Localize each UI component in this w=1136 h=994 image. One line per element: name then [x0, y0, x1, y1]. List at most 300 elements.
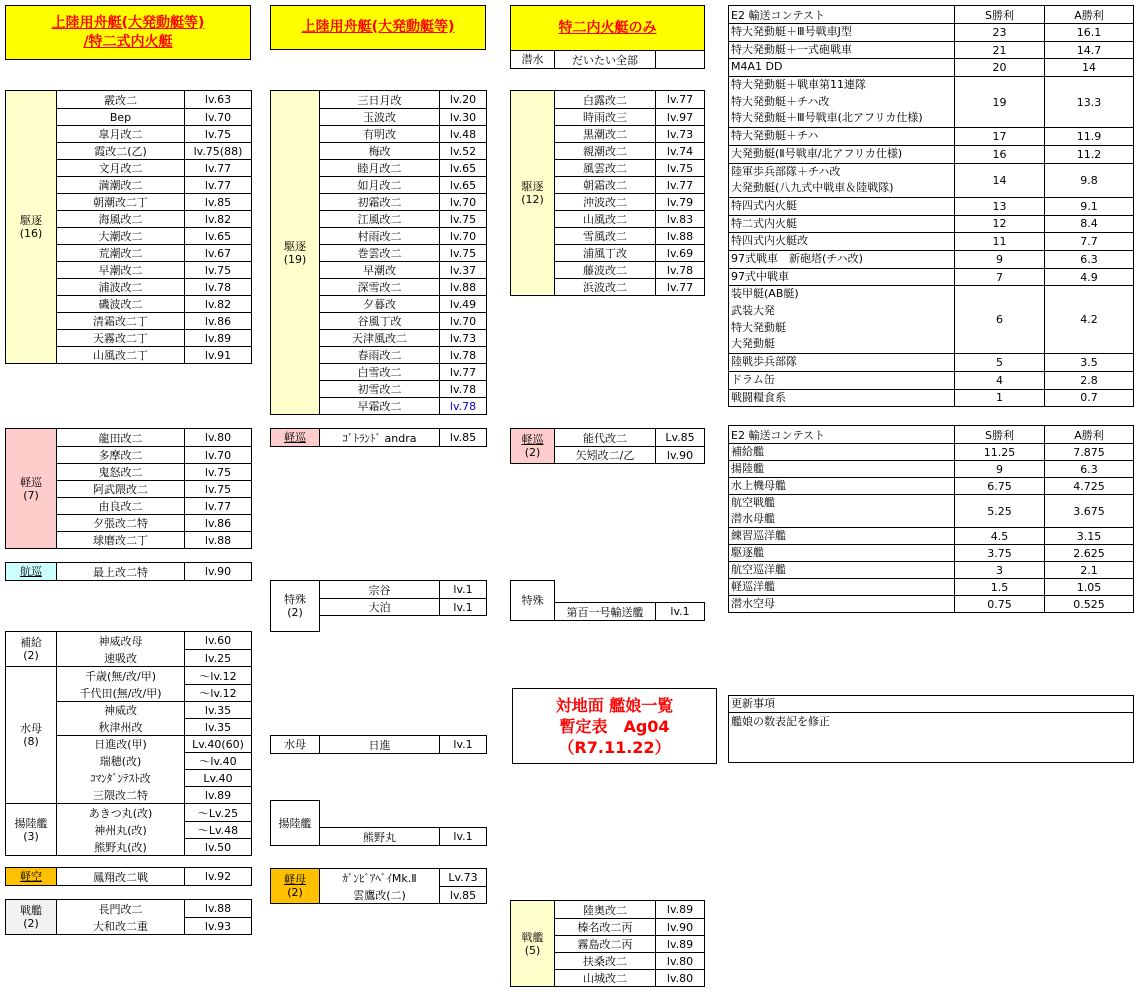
score-label-cell — [729, 164, 955, 197]
column-2-header — [270, 5, 486, 50]
score-label-cell — [729, 198, 955, 215]
ship-row — [57, 632, 251, 649]
ship-row — [57, 667, 251, 684]
a-victory-cell: 2.1 — [1080, 563, 1098, 577]
ship-name-cell: 扶桑改二 — [555, 952, 656, 969]
s-victory-cell: 5.25 — [955, 495, 1045, 527]
ship-name-cell: 能代改二 — [555, 429, 656, 446]
ship-level-cell: lv.35 — [185, 718, 251, 735]
score-row — [729, 353, 1133, 371]
ship-group-戦艦 — [5, 899, 252, 935]
ship-name-cell: 神威改母 — [57, 632, 185, 649]
ship-group-駆逐 — [270, 90, 487, 415]
ship-row — [57, 701, 251, 718]
s-victory-cell: 14 — [955, 164, 1045, 197]
score-header-label-text: E2 輸送コンテスト — [731, 428, 826, 442]
a-victory-cell: 3.675 — [1073, 504, 1105, 518]
ship-level-cell: ～lv.12 — [199, 669, 237, 683]
ship-name-cell: 熊野丸 — [320, 828, 440, 845]
score-label-cell — [729, 444, 955, 460]
ship-row — [555, 952, 704, 969]
ship-level-cell: lv.88 — [656, 227, 704, 244]
score-row — [729, 595, 1133, 612]
category-count: (2) — [287, 886, 303, 899]
ship-level-cell: lv.85 — [449, 431, 477, 444]
category-count: (19) — [283, 252, 307, 266]
ship-row — [555, 159, 704, 176]
ship-name-cell: 如月改二 — [320, 176, 440, 193]
a-victory-cell: 8.4 — [1080, 217, 1098, 231]
ship-name-cell: 由良改二 — [57, 497, 185, 514]
category-cell — [5, 562, 57, 581]
ship-rows — [555, 602, 705, 621]
ship-level-cell: lv.75(88) — [185, 142, 251, 159]
ship-level-cell: lv.52 — [440, 142, 486, 159]
ship-row — [57, 531, 251, 548]
s-victory-cell: 6 — [955, 286, 1045, 353]
ship-level-cell: lv.88 — [440, 278, 486, 295]
title-line: 対地面 艦娘一覧 — [555, 695, 674, 715]
ship-row — [57, 210, 251, 227]
ship-name-cell: 長門改二 — [57, 900, 185, 917]
a-victory-cell: 6.3 — [1080, 462, 1098, 476]
ship-level-cell: lv.1 — [453, 830, 473, 843]
ship-name-cell: 朝霜改二 — [555, 176, 656, 193]
a-victory-header: A勝利 — [1074, 428, 1104, 442]
ship-row — [555, 108, 704, 125]
a-victory-cell: 4.9 — [1080, 270, 1098, 284]
ship-name-cell: 神州丸(改) — [57, 821, 185, 838]
ship-name-cell: 阿武隈改二 — [57, 480, 185, 497]
score-label-line: 陸軍歩兵部隊＋チハ改 — [731, 164, 841, 178]
ship-name-cell: 大潮改二 — [57, 227, 185, 244]
ship-row — [320, 159, 486, 176]
s-victory-cell: 23 — [955, 24, 1045, 41]
ship-name-cell: あきつ丸(改) — [57, 804, 185, 821]
ship-name-cell: 親潮改二 — [555, 142, 656, 159]
ship-row — [57, 142, 251, 159]
score-label-line: 装甲艇(AB艇) — [731, 287, 799, 301]
ship-row — [555, 901, 704, 918]
ship-rows — [320, 90, 487, 415]
a-victory-cell: 3.15 — [1076, 529, 1102, 543]
ship-row — [57, 868, 251, 885]
ship-row — [320, 244, 486, 261]
ship-group-水母 — [270, 735, 487, 754]
category-cell — [510, 900, 555, 987]
s-victory-cell: 7 — [955, 269, 1045, 286]
score-label-line: 97式中戦車 — [731, 269, 789, 283]
ship-level-cell: Lv.73 — [448, 871, 478, 884]
score-label-line: M4A1 DD — [731, 60, 783, 74]
ship-level-cell: lv.89 — [656, 935, 704, 952]
ship-row — [320, 295, 486, 312]
category-count: (2) — [23, 649, 39, 662]
ship-row — [320, 429, 486, 446]
ship-row — [57, 244, 251, 261]
score-label-cell — [729, 495, 955, 527]
score-label-cell — [729, 390, 955, 407]
ship-row — [57, 463, 251, 480]
ship-name-cell: ｺﾞﾄﾗﾝﾄﾞ andra — [320, 429, 440, 446]
ship-group-駆逐 — [5, 90, 252, 364]
a-victory-cell: 4.2 — [1080, 313, 1098, 327]
ship-row — [320, 397, 486, 414]
ship-level-cell: lv.77 — [666, 93, 694, 106]
ship-level-cell: ～lv.40 — [185, 752, 251, 769]
category-label: 軽空 — [20, 870, 42, 883]
ship-name-cell: 時雨改三 — [555, 108, 656, 125]
ship-group-特殊 — [510, 580, 705, 621]
ship-level-cell: ～lv.12 — [185, 684, 251, 701]
ship-level-cell: lv.90 — [204, 565, 232, 578]
ship-level-cell: lv.77 — [656, 176, 704, 193]
ship-level-cell: lv.20 — [449, 93, 477, 106]
a-victory-cell: 1.05 — [1076, 580, 1102, 594]
category-cell — [5, 631, 57, 667]
score-label-line: 特大発動艇＋Ⅲ号戦車(北アフリカ仕様) — [731, 111, 923, 125]
score-row — [729, 268, 1133, 286]
ship-rows — [555, 900, 705, 987]
ship-row — [57, 346, 251, 363]
ship-level-cell: lv.1 — [440, 598, 486, 615]
ship-row — [57, 125, 251, 142]
ship-level-cell: lv.80 — [656, 969, 704, 986]
update-notes-line: 艦娘の数表記を修正 — [731, 715, 830, 728]
category-label: 特殊 — [284, 593, 306, 606]
category-count: (7) — [23, 488, 39, 502]
ship-level-cell: lv.70 — [440, 227, 486, 244]
ship-row — [320, 278, 486, 295]
ship-name-cell: 村雨改二 — [320, 227, 440, 244]
score-row — [729, 250, 1133, 268]
ship-row — [320, 380, 486, 397]
score-label-cell — [729, 251, 955, 268]
score-label-cell — [729, 59, 955, 76]
ship-name-cell: 文月改二 — [57, 159, 185, 176]
ship-level-cell: lv.69 — [656, 244, 704, 261]
ship-level-cell: lv.70 — [440, 193, 486, 210]
score-row — [729, 145, 1133, 163]
score-label-line: 補給艦 — [731, 445, 764, 458]
ship-group-軽巡 — [5, 428, 252, 549]
ship-level-cell: lv.75 — [440, 244, 486, 261]
s-victory-cell: 3 — [955, 562, 1045, 578]
score-row — [729, 232, 1133, 250]
ship-row — [57, 563, 251, 580]
category-label: 揚陸艦 — [278, 816, 312, 830]
ship-name-cell: ｺﾏﾝﾀﾞﾝﾃｽﾄ改 — [57, 769, 185, 786]
ship-level-cell: Lv.85 — [665, 431, 695, 444]
a-victory-cell: 9.1 — [1080, 199, 1098, 213]
ship-level-cell: lv.78 — [440, 380, 486, 397]
ship-name-cell: 睦月改二 — [320, 159, 440, 176]
s-victory-cell: 3.75 — [955, 545, 1045, 561]
ship-name-cell: 荒潮改二 — [57, 244, 185, 261]
column-header-line: 上陸用舟艇(大発動艇等) — [301, 19, 455, 35]
ship-name-cell: 沖波改二 — [555, 193, 656, 210]
ship-name-cell: 矢矧改二/乙 — [555, 446, 656, 463]
s-victory-cell: 6.75 — [955, 478, 1045, 494]
score-row — [729, 578, 1133, 595]
score-row — [729, 127, 1133, 145]
column-3-header — [510, 5, 705, 51]
ship-level-cell: lv.80 — [656, 952, 704, 969]
ship-level-cell: lv.88 — [204, 902, 232, 915]
s-victory-cell: 16 — [955, 146, 1045, 163]
ship-level-cell: lv.65 — [440, 159, 486, 176]
score-row — [729, 41, 1133, 59]
a-victory-cell: 14.7 — [1076, 43, 1102, 57]
ship-row — [320, 346, 486, 363]
ship-row — [57, 91, 251, 108]
category-label: 戦艦 — [20, 904, 42, 917]
score-label-line: 特大発動艇 — [731, 320, 786, 334]
category-count: (2) — [23, 917, 39, 930]
category-cell — [5, 90, 57, 364]
ship-name-cell: 磯波改二 — [57, 295, 185, 312]
score-row — [729, 494, 1133, 527]
score-row — [729, 477, 1133, 494]
category-label: 水母 — [20, 722, 42, 735]
ship-level-cell: lv.79 — [656, 193, 704, 210]
ship-name-cell: 日進改(甲) — [57, 735, 185, 752]
a-victory-cell: 13.3 — [1076, 95, 1102, 109]
s-victory-cell: 9 — [955, 251, 1045, 268]
category-label: 駆逐 — [20, 214, 42, 227]
column-1-header — [5, 5, 251, 60]
score-label-line: 戦闘糧食系 — [731, 390, 786, 404]
ship-group-揚陸艦 — [5, 803, 252, 856]
ship-level-cell: lv.1 — [670, 605, 690, 618]
ship-name-cell: 千歳(無/改/甲) — [57, 667, 185, 684]
ship-level-cell: lv.78 — [440, 397, 486, 414]
ship-name-cell: 夕暮改 — [320, 295, 440, 312]
ship-level-cell: lv.49 — [440, 295, 486, 312]
score-row — [729, 561, 1133, 578]
ship-name-cell: 山城改二 — [555, 969, 656, 986]
ship-name-cell: 浦波改二 — [57, 278, 185, 295]
ship-level-cell: lv.93 — [185, 917, 251, 934]
score-label-cell — [729, 233, 955, 250]
ship-group-戦艦 — [510, 900, 705, 987]
title-line: 暫定表 Ag04 — [559, 716, 670, 736]
ship-level-cell: lv.85 — [440, 886, 486, 903]
score-label-cell — [729, 24, 955, 41]
category-label: 駆逐 — [521, 180, 544, 193]
s-victory-cell: 4.5 — [955, 528, 1045, 544]
score-row — [729, 163, 1133, 197]
ship-row — [57, 821, 251, 838]
ship-name-cell: 多摩改二 — [57, 446, 185, 463]
ship-row — [555, 193, 704, 210]
category-label: 戦艦 — [521, 930, 544, 944]
ship-level-cell: lv.77 — [185, 497, 251, 514]
score-row — [729, 443, 1133, 460]
ship-row — [320, 193, 486, 210]
ship-level-cell: lv.88 — [185, 531, 251, 548]
ship-level-cell: lv.77 — [440, 363, 486, 380]
title-line: （R7.11.22） — [558, 737, 671, 757]
ship-row — [57, 786, 251, 803]
category-count: (16) — [19, 227, 43, 240]
ship-name-cell: 鳳翔改二戦 — [57, 868, 185, 885]
ship-level-cell: lv.97 — [656, 108, 704, 125]
ship-name-cell: 浜波改二 — [555, 278, 656, 295]
ship-level-cell: lv.91 — [185, 346, 251, 363]
ship-level-cell: lv.78 — [185, 278, 251, 295]
a-victory-cell: 16.1 — [1076, 25, 1102, 39]
ship-level-cell: lv.63 — [204, 93, 232, 106]
score-label-line: 大発動艇(Ⅱ号戦車/北アフリカ仕様) — [731, 146, 903, 160]
ship-level-cell: lv.70 — [185, 446, 251, 463]
ship-level-cell: lv.75 — [656, 159, 704, 176]
ship-level-cell: lv.75 — [185, 480, 251, 497]
category-cell — [5, 899, 57, 935]
ship-row — [320, 869, 486, 886]
ship-row — [57, 108, 251, 125]
ship-row — [555, 244, 704, 261]
ship-name-cell: 春雨改二 — [320, 346, 440, 363]
ship-group-軽母 — [270, 868, 487, 904]
ship-level-cell: lv.37 — [440, 261, 486, 278]
ship-level-cell: lv.80 — [204, 431, 232, 444]
ship-row — [320, 581, 486, 598]
score-label-cell — [729, 528, 955, 544]
column-header-line: 特二内火艇のみ — [558, 19, 657, 36]
a-victory-cell: 6.3 — [1080, 252, 1098, 266]
score-label-cell — [729, 128, 955, 145]
ship-level-cell: lv.92 — [204, 870, 232, 883]
ship-row — [555, 125, 704, 142]
score-label-line: ドラム缶 — [731, 372, 775, 386]
ship-row — [555, 91, 704, 108]
score-label-line: 練習巡洋艦 — [731, 529, 786, 542]
ship-name-cell: 白露改二 — [555, 91, 656, 108]
ship-name-cell: 夕張改二特 — [57, 514, 185, 531]
ship-row — [320, 312, 486, 329]
ship-row — [57, 329, 251, 346]
ship-row — [555, 429, 704, 446]
ship-row — [57, 917, 251, 934]
ship-row — [57, 312, 251, 329]
score-row — [729, 23, 1133, 41]
ship-row — [555, 446, 704, 463]
category-cell — [5, 428, 57, 549]
ship-row — [555, 603, 704, 620]
a-victory-cell: 0.525 — [1073, 597, 1105, 611]
ship-row — [555, 278, 704, 295]
score-label-cell — [729, 545, 955, 561]
ship-name-cell: 藤波改二 — [555, 261, 656, 278]
ship-level-cell: lv.77 — [185, 176, 251, 193]
ship-rows — [555, 50, 705, 69]
category-cell — [270, 428, 320, 447]
ship-row — [57, 261, 251, 278]
ship-level-cell: lv.30 — [440, 108, 486, 125]
a-victory-cell: 4.725 — [1073, 479, 1105, 493]
ship-name-cell: 霞改二(乙) — [57, 142, 185, 159]
score-label-line: 特大発動艇＋戦車第11連隊 — [731, 78, 866, 92]
category-label: 特殊 — [521, 594, 544, 607]
ship-name-cell: 千代田(無/改/甲) — [57, 684, 185, 701]
ship-row — [57, 446, 251, 463]
ship-level-cell: lv.75 — [440, 210, 486, 227]
ship-level-cell: lv.1 — [453, 583, 473, 596]
ship-level-cell: lv.83 — [656, 210, 704, 227]
s-victory-cell: 17 — [955, 128, 1045, 145]
ship-name-cell: 皐月改二 — [57, 125, 185, 142]
category-label: 軽母 — [284, 873, 306, 886]
category-cell — [270, 800, 320, 846]
ship-rows — [320, 868, 487, 904]
ship-name-cell: 神威改 — [57, 701, 185, 718]
ship-row — [57, 718, 251, 735]
ship-row — [555, 142, 704, 159]
ship-level-cell: ～Lv.25 — [197, 806, 239, 820]
category-cell — [270, 735, 320, 754]
ship-name-cell: 玉波改 — [320, 108, 440, 125]
ship-group-駆逐 — [510, 90, 705, 296]
ship-name-cell: 第百一号輸送艦 — [555, 603, 656, 620]
a-victory-cell: 2.625 — [1073, 546, 1105, 560]
ship-level-cell: lv.60 — [204, 634, 232, 647]
ship-level-cell: lv.89 — [666, 903, 694, 916]
score-label-line: 特四式内火艇改 — [731, 234, 808, 248]
ship-name-cell: 風雲改二 — [555, 159, 656, 176]
score-label-cell — [729, 562, 955, 578]
ship-row — [57, 497, 251, 514]
category-cell — [270, 90, 320, 415]
ship-name-cell: 榛名改二丙 — [555, 918, 656, 935]
ship-level-cell: lv.90 — [656, 446, 704, 463]
score-label-line: 揚陸艦 — [731, 462, 764, 475]
score-label-line: 水上機母艦 — [731, 479, 786, 492]
score-row — [729, 76, 1133, 127]
ship-name-cell: 有明改 — [320, 125, 440, 142]
ship-name-cell: 深雪改二 — [320, 278, 440, 295]
ship-level-cell: lv.77 — [656, 278, 704, 295]
score-label-line: 大発動艇 — [731, 337, 775, 351]
a-victory-cell: 14 — [1082, 61, 1096, 75]
ship-name-cell: 霧島改二丙 — [555, 935, 656, 952]
s-victory-header: S勝利 — [955, 6, 1045, 23]
category-label: 揚陸艦 — [14, 816, 48, 830]
ship-rows — [57, 867, 252, 886]
ship-name-cell: 黒潮改二 — [555, 125, 656, 142]
category-label: 軽巡 — [521, 433, 544, 446]
ship-row — [57, 278, 251, 295]
category-cell — [5, 867, 57, 886]
ship-level-cell: lv.85 — [185, 193, 251, 210]
score-label-cell — [729, 461, 955, 477]
s-victory-cell: 11.25 — [955, 444, 1045, 460]
ship-rows — [320, 428, 487, 447]
category-cell — [270, 580, 320, 632]
ship-row — [57, 480, 251, 497]
score-table-1 — [728, 5, 1134, 407]
ship-name-cell: 早潮改 — [320, 261, 440, 278]
ship-level-cell: lv.75 — [185, 125, 251, 142]
score-row — [729, 371, 1133, 389]
score-label-cell — [729, 286, 955, 353]
ship-name-cell: 山風改二 — [555, 210, 656, 227]
category-label: 軽巡 — [284, 431, 306, 444]
ship-rows — [555, 428, 705, 464]
score-label-cell — [729, 579, 955, 595]
ship-row — [57, 193, 251, 210]
category-label: 駆逐 — [284, 239, 306, 253]
